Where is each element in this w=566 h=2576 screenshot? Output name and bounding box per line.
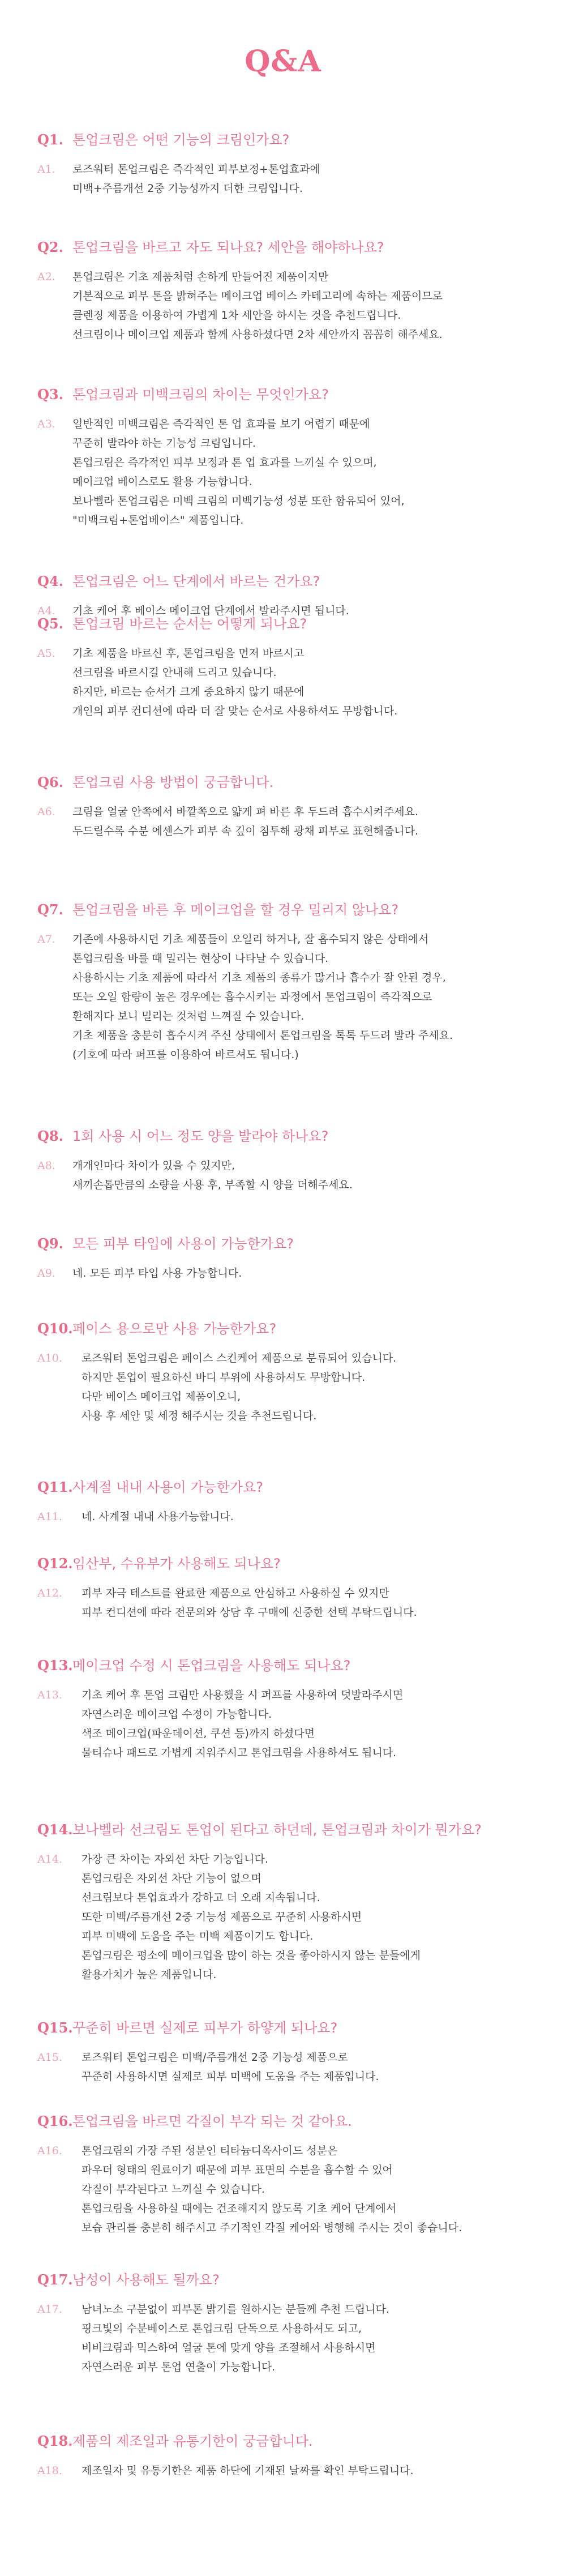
answer <box>37 1850 547 1984</box>
question-number: Q11. <box>37 1479 73 1495</box>
answer-line: 또는 오일 함량이 높은 경우에는 흡수시키는 과정에서 톤업크림이 즉각적으로 <box>72 991 432 1003</box>
question-text: 톤업크림은 어떤 기능의 크림인가요? <box>72 132 290 148</box>
answer <box>37 802 547 841</box>
faq-item <box>37 130 547 198</box>
answer-line: (기호에 따라 퍼프를 이용하여 바르셔도 됩니다.) <box>72 1049 299 1061</box>
answer-line: 미백+주름개선 2중 기능성까지 더한 크림입니다. <box>72 182 303 195</box>
answer-line: 개인의 피부 컨디션에 따라 더 잘 맞는 순서로 사용하셔도 무방합니다. <box>72 705 398 717</box>
answer-line: 선크림을 바르시길 안내해 드리고 있습니다. <box>72 666 277 679</box>
answer-line: 톤업크림의 가장 주된 성분인 티타늄디옥사이드 성분은 <box>82 2145 338 2157</box>
question-text: 꾸준히 바르면 실제로 피부가 하얗게 되나요? <box>72 2020 338 2036</box>
question-number: Q14. <box>37 1821 73 1838</box>
answer <box>37 2300 547 2377</box>
answer-line: 톤업크림은 평소에 메이크업을 많이 하는 것을 좋아하시지 않는 분들에게 <box>82 1949 421 1962</box>
answer-number: A15. <box>37 2051 62 2064</box>
question-number: Q17. <box>37 2271 73 2288</box>
question-text: 톤업크림 사용 방법이 궁금합니다. <box>72 774 274 790</box>
question-number: Q9. <box>37 1235 63 1252</box>
answer-number: A2. <box>37 271 55 283</box>
answer-line: 물티슈나 패드로 가볍게 지워주시고 톤업크림을 사용하셔도 됩니다. <box>82 1747 397 1759</box>
answer-line: 기초 케어 후 베이스 메이크업 단계에서 발라주시면 됩니다. <box>72 605 349 617</box>
question-text: 제품의 제조일과 유통기한이 궁금합니다. <box>72 2433 313 2449</box>
answer-number: A12. <box>37 1587 62 1599</box>
page-title: Q&A <box>245 44 321 79</box>
answer-text <box>82 1349 396 1426</box>
answer-line: 기초 제품을 바르신 후, 톤업크림을 먼저 바르시고 <box>72 647 305 660</box>
faq-item <box>37 773 547 841</box>
answer <box>37 1584 547 1622</box>
answer <box>37 1349 547 1426</box>
faq-item <box>37 1656 547 1762</box>
question <box>37 2432 547 2451</box>
answer-line: 톤업크림을 사용하실 때에는 건조해지지 않도록 기초 케어 단계에서 <box>82 2202 397 2215</box>
answer <box>37 930 547 1064</box>
question-number: Q12. <box>37 1555 73 1572</box>
answer-line: 자연스러운 메이크업 수정이 가능합니다. <box>82 1708 272 1721</box>
question <box>37 1234 547 1253</box>
question <box>37 1478 547 1497</box>
answer-line: 선크림보다 톤업효과가 강하고 더 오래 지속됩니다. <box>82 1892 320 1904</box>
answer-line: 파우더 형태의 원료이기 때문에 피부 표면의 수분을 흡수할 수 있어 <box>82 2164 393 2176</box>
question <box>37 2270 547 2290</box>
answer-line: 네. 사계절 내내 사용가능합니다. <box>82 1510 234 1523</box>
answer-text <box>72 267 443 344</box>
faq-item <box>37 1820 547 1984</box>
answer-line: 꾸준히 발라야 하는 기능성 크림입니다. <box>72 437 256 450</box>
answer-text <box>82 1507 234 1526</box>
answer-line: 핑크빛의 수분베이스로 톤업크림 단독으로 사용하셔도 되고, <box>82 2322 362 2335</box>
answer-line: 로즈워터 톤업크림은 즉각적인 피부보정+톤업효과에 <box>72 163 320 176</box>
question-number: Q5. <box>37 615 63 632</box>
question <box>37 1656 547 1675</box>
answer-number: A18. <box>37 2464 62 2477</box>
question-text: 모든 피부 타입에 사용이 가능한가요? <box>72 1236 294 1252</box>
question-number: Q3. <box>37 386 63 403</box>
answer-line: 톤업크림은 자외선 차단 기능이 없으며 <box>82 1872 261 1885</box>
answer-number: A9. <box>37 1267 55 1280</box>
answer-text <box>72 802 418 841</box>
answer-line: "미백크림+톤업베이스" 제품입니다. <box>72 514 244 527</box>
answer <box>37 1156 547 1195</box>
answer-line: 로즈워터 톤업크림은 미백/주름개선 2중 기능성 제품으로 <box>82 2051 348 2064</box>
answer-number: A11. <box>37 1510 62 1523</box>
answer-line: 톤업크림을 바를 때 밀리는 현상이 나타날 수 있습니다. <box>72 952 329 965</box>
question-text: 페이스 용으로만 사용 가능한가요? <box>72 1321 277 1337</box>
answer-line: 피부 자극 테스트를 완료한 제품으로 안심하고 사용하실 수 있지만 <box>82 1587 389 1599</box>
answer-number: A16. <box>37 2145 62 2157</box>
faq-item <box>37 900 547 1064</box>
question-text: 남성이 사용해도 될까요? <box>72 2272 220 2288</box>
answer-number: A13. <box>37 1689 62 1701</box>
faq-item <box>37 2018 547 2086</box>
faq-item <box>37 1127 547 1195</box>
answer-line: 톤업크림은 즉각적인 피부 보정과 톤 업 효과를 느끼실 수 있으며, <box>72 456 377 469</box>
answer <box>37 267 547 344</box>
answer <box>37 644 547 721</box>
question <box>37 614 547 634</box>
answer-text <box>82 1584 417 1622</box>
question-number: Q1. <box>37 131 63 148</box>
answer <box>37 160 547 198</box>
question-text: 톤업크림을 바른 후 메이크업을 할 경우 밀리지 않나요? <box>72 902 399 918</box>
answer-text <box>82 2461 414 2480</box>
answer <box>37 2461 547 2480</box>
answer-number: A3. <box>37 418 55 430</box>
answer-line: 기초 케어 후 톤업 크림만 사용했을 시 퍼프를 사용하여 덧발라주시면 <box>82 1689 404 1701</box>
question-number: Q10. <box>37 1320 73 1337</box>
question <box>37 2018 547 2038</box>
question-text: 보나벨라 선크림도 톤업이 된다고 하던데, 톤업크림과 차이가 뭔가요? <box>72 1822 482 1838</box>
faq-item <box>37 1234 547 1283</box>
question-text: 톤업크림과 미백크림의 차이는 무엇인가요? <box>72 387 329 403</box>
question <box>37 773 547 792</box>
answer-text <box>82 2141 462 2237</box>
answer-line: 환해지다 보니 밀리는 것처럼 느껴질 수 있습니다. <box>72 1010 305 1022</box>
answer-line: 기본적으로 피부 톤을 밝혀주는 메이크업 베이스 카테고리에 속하는 제품이므로 <box>72 290 443 302</box>
answer-line: 비비크림과 믹스하여 얼굴 톤에 맞게 양을 조절해서 사용하시면 <box>82 2342 376 2354</box>
question-number: Q7. <box>37 901 63 918</box>
answer-line: 활용가치가 높은 제품입니다. <box>82 1969 217 1981</box>
answer-text <box>72 930 453 1064</box>
answer-line: 기초 제품을 충분히 흡수시켜 주신 상태에서 톤업크림을 톡톡 두드려 발라 주세요. <box>72 1029 453 1042</box>
question <box>37 572 547 591</box>
answer-number: A6. <box>37 806 55 818</box>
answer-line: 선크림이나 메이크업 제품과 함께 사용하셨다면 2차 세안까지 꼼꼼히 해주세요. <box>72 328 443 341</box>
faq-item <box>37 2270 547 2377</box>
answer-line: 새끼손톱만큼의 소량을 사용 후, 부족할 시 양을 더해주세요. <box>72 1179 353 1191</box>
answer-line: 보습 관리를 충분히 해주시고 주기적인 각질 케어와 병행해 주시는 것이 좋습니다. <box>82 2222 462 2234</box>
question-text: 메이크업 수정 시 톤업크림을 사용해도 되나요? <box>72 1658 351 1674</box>
answer-text <box>82 2048 379 2086</box>
question-number: Q8. <box>37 1128 63 1144</box>
answer-line: 두드릴수록 수분 에센스가 피부 속 깊이 침투해 광채 피부로 표현해줍니다. <box>72 825 419 837</box>
question-number: Q13. <box>37 1657 73 1674</box>
answer-text <box>82 1685 403 1762</box>
answer-number: A5. <box>37 647 55 660</box>
answer-line: 로즈워터 톤업크림은 페이스 스킨케어 제품으로 분류되어 있습니다. <box>82 1352 397 1364</box>
answer-line: 피부 컨디션에 따라 전문의와 상담 후 구매에 신중한 선택 부탁드립니다. <box>82 1606 417 1619</box>
answer <box>37 1685 547 1762</box>
question-text: 톤업크림 바르는 순서는 어떻게 되나요? <box>72 616 307 632</box>
answer-line: 보나벨라 톤업크림은 미백 크림의 미백기능성 성분 또한 함유되어 있어, <box>72 495 405 507</box>
answer-number: A4. <box>37 605 55 617</box>
answer-text <box>82 1850 421 1984</box>
answer-line: 하지만 톤업이 필요하신 바디 부위에 사용하셔도 무방합니다. <box>82 1371 366 1384</box>
answer-line: 피부 미백에 도움을 주는 미백 제품이기도 합니다. <box>82 1930 314 1942</box>
question-text: 톤업크림을 바르고 자도 되나요? 세안을 해야하나요? <box>72 239 384 255</box>
faq-item <box>37 572 547 621</box>
answer <box>37 2141 547 2237</box>
answer-line: 사용하시는 기초 제품에 따라서 기초 제품의 종류가 많거나 흡수가 잘 안된 경우, <box>72 972 446 984</box>
faq-item <box>37 385 547 530</box>
question <box>37 900 547 919</box>
question-text: 1회 사용 시 어느 정도 양을 발라야 하나요? <box>72 1128 329 1144</box>
question <box>37 130 547 149</box>
answer-text <box>82 2300 389 2377</box>
answer-line: 톤업크림은 기초 제품처럼 손하게 만들어진 제품이지만 <box>72 271 329 283</box>
answer-number: A14. <box>37 1853 62 1865</box>
answer-line: 하지만, 바르는 순서가 크게 중요하지 않기 때문에 <box>72 686 305 698</box>
faq-item <box>37 238 547 344</box>
question-number: Q15. <box>37 2019 73 2036</box>
answer-text <box>72 1264 242 1283</box>
answer-number: A17. <box>37 2303 62 2316</box>
question <box>37 2112 547 2131</box>
answer-text <box>72 160 320 198</box>
answer-number: A1. <box>37 163 55 176</box>
question-number: Q16. <box>37 2113 73 2129</box>
answer-line: 기존에 사용하시던 기초 제품들이 오일리 하거나, 잘 흡수되지 않은 상태에서 <box>72 933 429 945</box>
question-number: Q2. <box>37 239 63 255</box>
answer-line: 색조 메이크업(파운데이션, 쿠션 등)까지 하셨다면 <box>82 1727 315 1740</box>
question-number: Q4. <box>37 573 63 589</box>
answer-line: 사용 후 세안 및 세정 해주시는 것을 추천드립니다. <box>82 1410 317 1422</box>
answer-text <box>72 414 405 530</box>
faq-item <box>37 614 547 721</box>
question-text: 톤업크림은 어느 단계에서 바르는 건가요? <box>72 574 320 589</box>
answer-line: 클렌징 제품을 이용하여 가볍게 1차 세안을 하시는 것을 추천드립니다. <box>72 309 401 322</box>
answer-line: 꾸준히 사용하시면 실제로 피부 미백에 도움을 주는 제품입니다. <box>82 2070 379 2083</box>
answer-text <box>72 644 397 721</box>
answer-line: 제조일자 및 유통기한은 제품 하단에 기재된 날짜를 확인 부탁드립니다. <box>82 2464 414 2477</box>
answer <box>37 1264 547 1283</box>
question-text: 톤업크림을 바르면 각질이 부각 되는 것 같아요. <box>72 2113 352 2129</box>
answer-number: A8. <box>37 1159 55 1172</box>
question-number: Q18. <box>37 2433 73 2449</box>
answer-line: 다만 베이스 메이크업 제품이오니, <box>82 1390 241 1403</box>
question <box>37 1820 547 1839</box>
answer-line: 남녀노소 구분없이 피부톤 밝기를 원하시는 분들께 추천 드립니다. <box>82 2303 389 2316</box>
answer <box>37 414 547 530</box>
question <box>37 385 547 404</box>
answer-line: 일반적인 미백크림은 즉각적인 톤 업 효과를 보기 어렵기 때문에 <box>72 418 370 430</box>
faq-item <box>37 2432 547 2480</box>
answer <box>37 2048 547 2086</box>
answer-line: 가장 큰 차이는 자외선 차단 기능입니다. <box>82 1853 268 1865</box>
answer-line: 메이크업 베이스로도 활용 가능합니다. <box>72 476 252 488</box>
answer-line: 개개인마다 차이가 있을 수 있지만, <box>72 1159 235 1172</box>
answer-number: A10. <box>37 1352 62 1364</box>
question-text: 임산부, 수유부가 사용해도 되나요? <box>72 1556 281 1572</box>
question <box>37 1554 547 1573</box>
faq-item <box>37 1478 547 1526</box>
answer-line: 자연스러운 피부 톤업 연출이 가능합니다. <box>82 2361 276 2373</box>
question-number: Q6. <box>37 774 63 790</box>
faq-item <box>37 2112 547 2237</box>
answer-text <box>72 1156 353 1195</box>
question <box>37 1127 547 1146</box>
answer-line: 크림을 얼굴 안쪽에서 바깥쪽으로 얇게 펴 바른 후 두드려 흡수시켜주세요. <box>72 806 419 818</box>
question-text: 사계절 내내 사용이 가능한가요? <box>72 1479 264 1495</box>
answer-number: A7. <box>37 933 55 945</box>
question <box>37 238 547 257</box>
faq-item <box>37 1319 547 1426</box>
answer-line: 각질이 부각된다고 느끼실 수 있습니다. <box>82 2183 265 2196</box>
answer-line: 네. 모든 피부 타입 사용 가능합니다. <box>72 1267 242 1280</box>
faq-item <box>37 1554 547 1622</box>
answer-line: 또한 미백/주름개선 2중 기능성 제품으로 꾸준히 사용하시면 <box>82 1911 362 1923</box>
answer <box>37 1507 547 1526</box>
question <box>37 1319 547 1338</box>
